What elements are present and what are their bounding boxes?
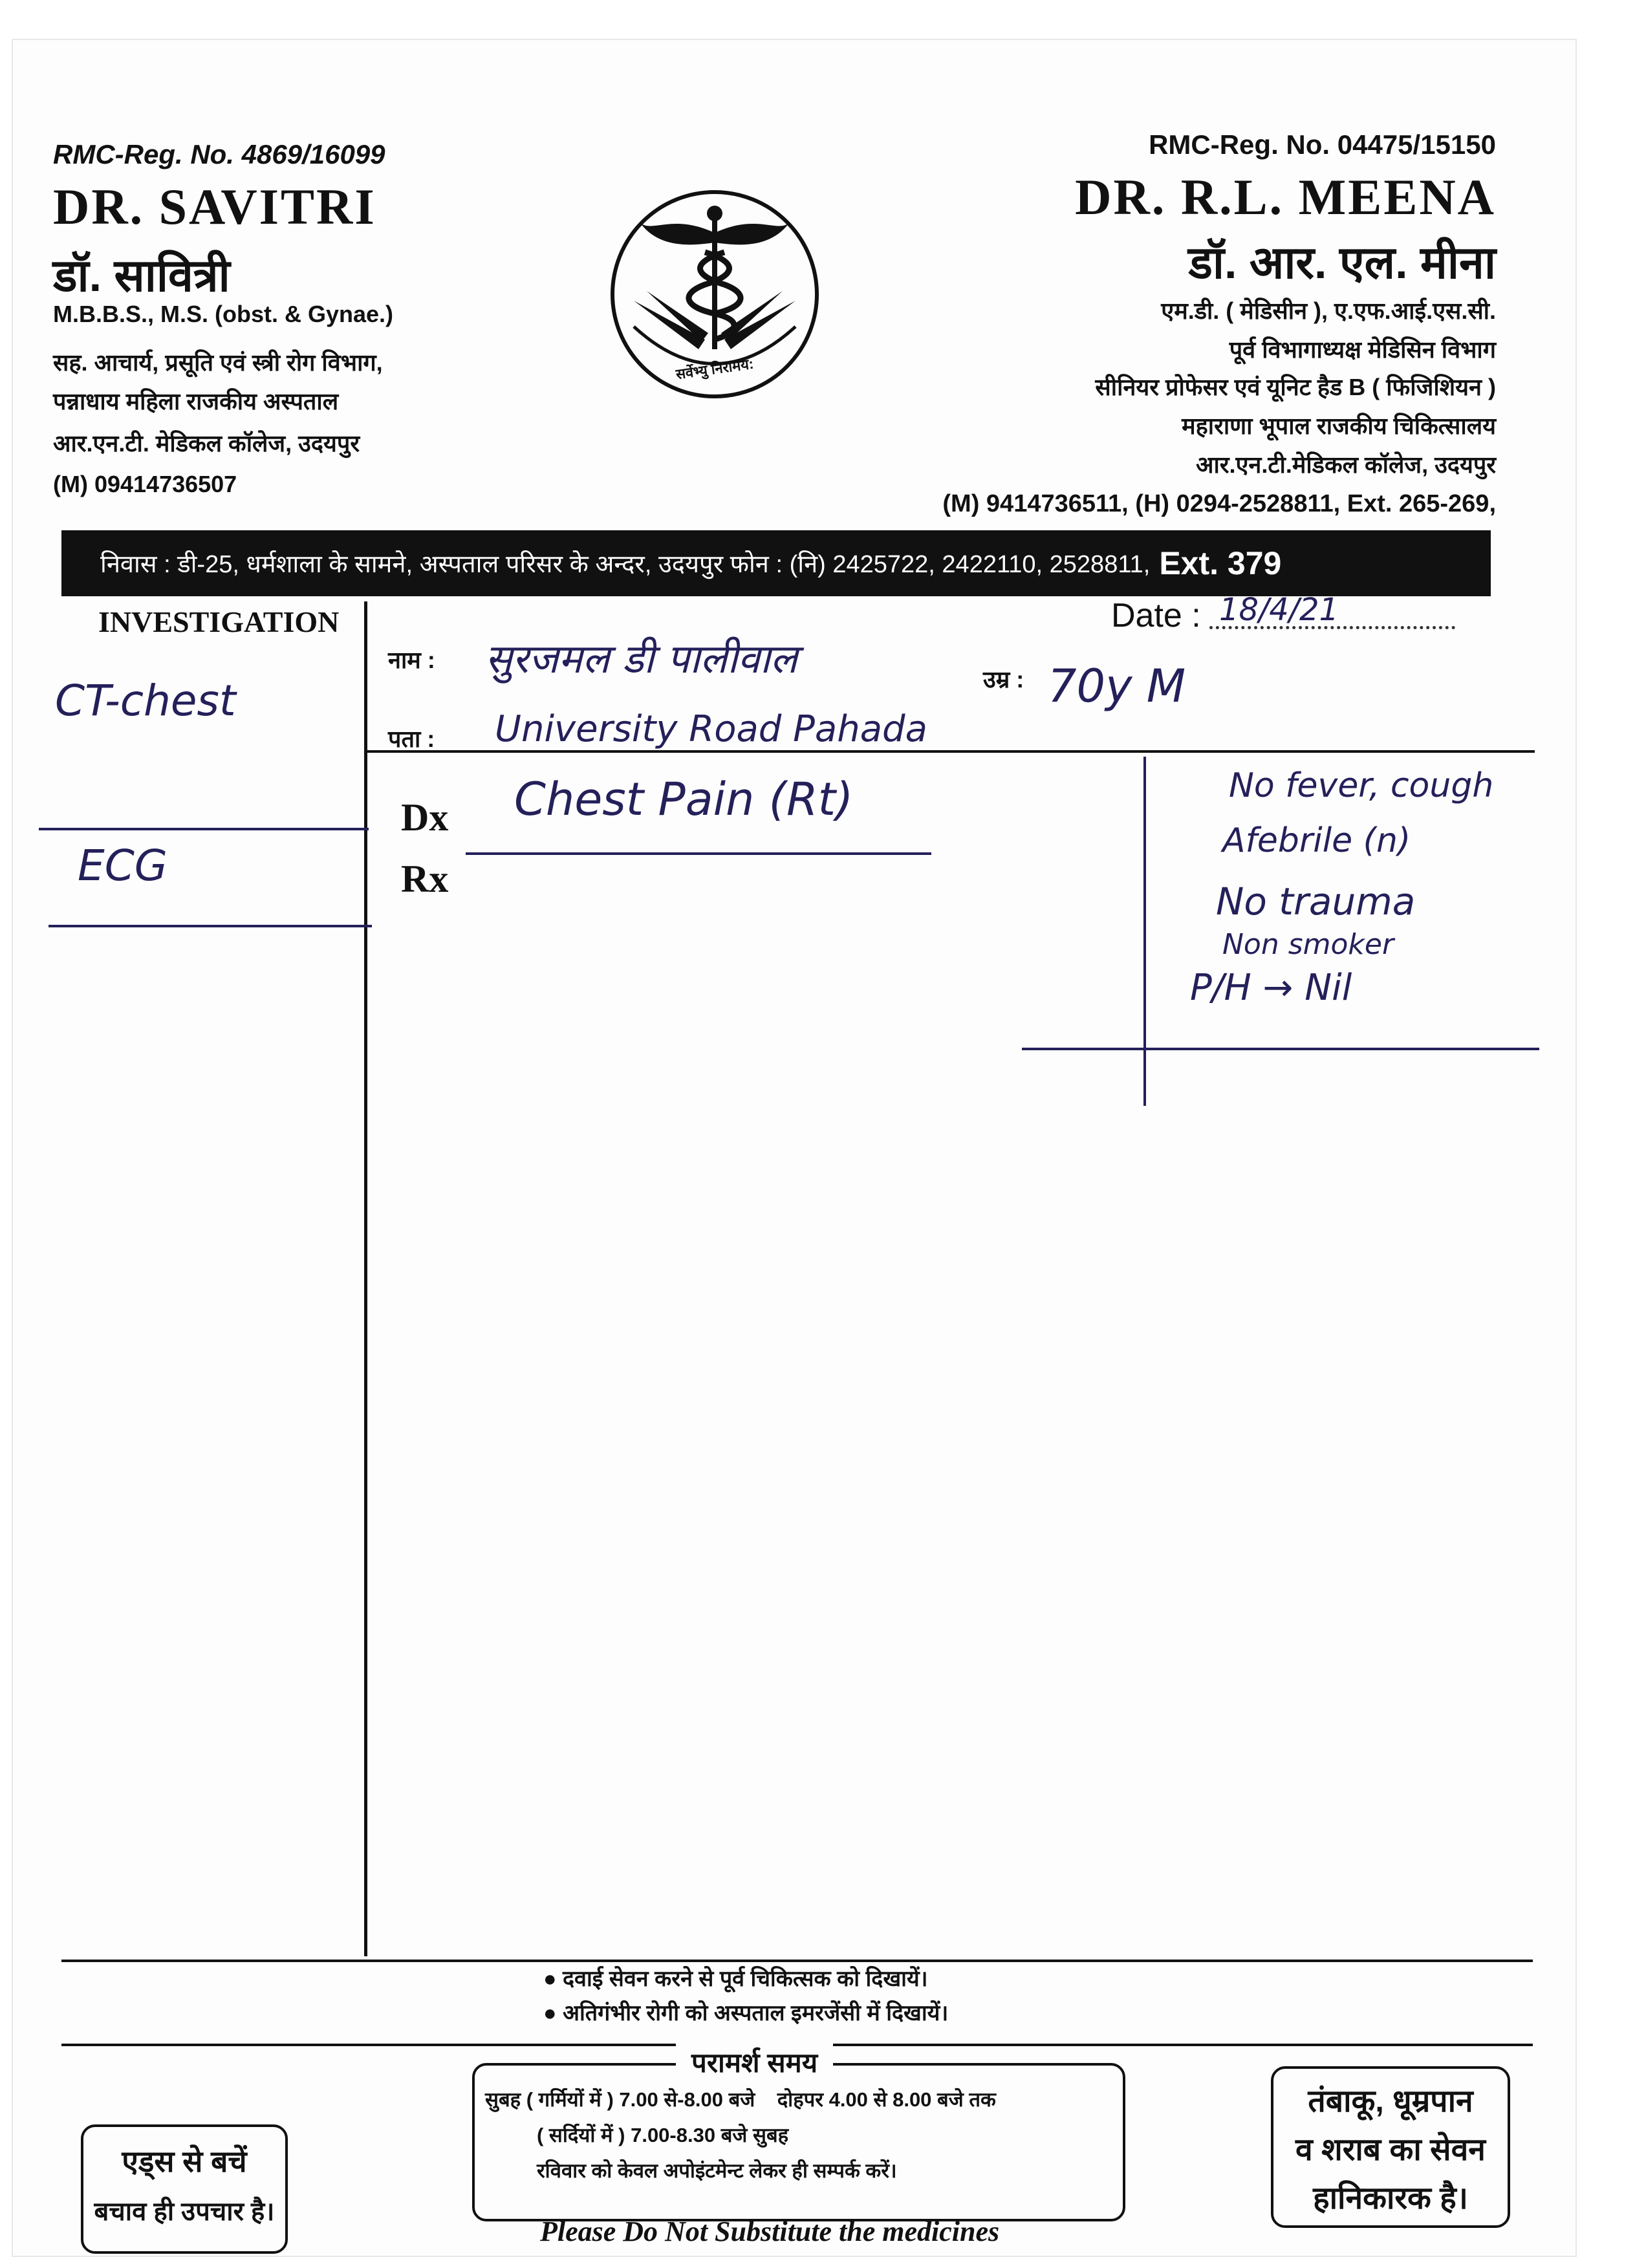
notice-1-text: दवाई सेवन करने से पूर्व चिकित्सक को दिखायें।: [562, 1967, 928, 1991]
residence-text: निवास : डी-25, धर्मशाला के सामने, अस्पताल परिसर के अन्दर, उदयपुर फोन : (नि) 2425722, 2422110, 2528811,: [100, 551, 1151, 578]
address-label: पता :: [388, 726, 435, 752]
age-label: उम्र :: [983, 666, 1024, 693]
date-line: [1209, 626, 1455, 629]
date-label: Date :: [1111, 597, 1201, 634]
consultation-line-2: ( सर्दियों में ) 7.00-8.30 बजे सुबह: [537, 2124, 789, 2146]
right-line-1: पूर्व विभागाध्यक्ष मेडिसिन विभाग: [1229, 336, 1496, 363]
consultation-line-1: सुबह ( गर्मियों में ) 7.00 से-8.00 बजे दोहपर 4.00 से 8.00 बजे तक: [485, 2088, 996, 2111]
right-reg-number: RMC-Reg. No. 04475/15150: [1149, 129, 1496, 160]
left-doctor-name: DR. SAVITRI: [53, 178, 376, 235]
right-qualification: एम.डी. ( मेडिसीन ), ए.एफ.आई.एस.सी.: [1161, 297, 1496, 324]
notice-2: ● अतिगंभीर रोगी को अस्पताल इमरजेंसी में दिखायें।: [543, 2001, 949, 2025]
tobacco-badge-line-2: व शराब का सेवन: [1295, 2133, 1486, 2167]
notes-underline: [1022, 1048, 1539, 1050]
history-note-3[interactable]: No trauma: [1216, 880, 1416, 923]
left-line-1: सह. आचार्य, प्रसूति एवं स्त्री रोग विभाग,: [53, 349, 383, 376]
left-qualification: M.B.B.S., M.S. (obst. & Gynae.): [53, 301, 394, 327]
consultation-line-3: रविवार को केवल अपोइंटमेन्ट लेकर ही सम्पर्क करें।: [537, 2159, 897, 2182]
name-label: नाम :: [388, 647, 435, 673]
date-value[interactable]: 18/4/21: [1219, 592, 1339, 628]
history-note-4[interactable]: Non smoker: [1222, 928, 1394, 961]
right-phones: (M) 9414736511, (H) 0294-2528811, Ext. 265-269,: [942, 490, 1496, 517]
investigation-heading: INVESTIGATION: [98, 605, 340, 638]
aids-badge-line-1: एड्स से बचें: [122, 2144, 247, 2178]
left-line-3: आर.एन.टी. मेडिकल कॉलेज, उदयपुर: [53, 430, 360, 457]
investigation-item-2[interactable]: ECG: [78, 841, 168, 891]
patient-name[interactable]: सुरजमल डी पालीवाल: [485, 635, 797, 682]
patient-info-divider: [364, 750, 1535, 753]
notice-1: ● दवाई सेवन करने से पूर्व चिकित्सक को दिखायें।: [543, 1967, 928, 1991]
body-bottom-divider: [61, 1960, 1533, 1962]
left-mobile: (M) 09414736507: [53, 471, 237, 497]
dx-label: Dx: [401, 796, 449, 839]
diagnosis-underline: [466, 852, 931, 855]
residence-bar: [61, 530, 1491, 596]
left-doctor-name-hindi: डॉ. सावित्री: [53, 250, 230, 301]
consultation-title: परामर्श समय: [676, 2044, 833, 2080]
caduceus-logo: [608, 188, 821, 401]
investigation-divider: [364, 601, 367, 1956]
footer-note: Please Do Not Substitute the medicines: [540, 2216, 1000, 2247]
right-line-4: आर.एन.टी.मेडिकल कॉलेज, उदयपुर: [1195, 451, 1496, 478]
investigation-item-1[interactable]: CT-chest: [55, 676, 236, 726]
notice-2-text: अतिगंभीर रोगी को अस्पताल इमरजेंसी में दिखायें।: [562, 2001, 949, 2025]
notes-divider: [1143, 757, 1146, 1106]
aids-badge-line-2: बचाव ही उपचार है।: [94, 2198, 275, 2226]
patient-age[interactable]: 70y M: [1048, 660, 1186, 713]
investigation-rule-2: [49, 925, 372, 927]
tobacco-badge-line-3: हानिकारक है।: [1313, 2181, 1468, 2216]
logo-motto: सर्वेभ्यु निरामय:: [675, 355, 755, 383]
right-doctor-name: DR. R.L. MEENA: [1075, 169, 1496, 225]
right-line-3: महाराणा भूपाल राजकीय चिकित्सालय: [1182, 413, 1496, 439]
history-note-2[interactable]: Afebrile (n): [1222, 821, 1411, 860]
left-reg-number: RMC-Reg. No. 4869/16099: [53, 139, 385, 169]
investigation-rule-1: [39, 828, 369, 830]
diagnosis[interactable]: Chest Pain (Rt): [514, 773, 854, 826]
rx-label: Rx: [401, 858, 449, 900]
left-line-2: पन्नाधाय महिला राजकीय अस्पताल: [53, 388, 339, 415]
patient-address[interactable]: University Road Pahada: [495, 708, 927, 750]
history-note-1[interactable]: No fever, cough: [1229, 766, 1494, 805]
residence-extension: Ext. 379: [1159, 545, 1282, 581]
tobacco-badge-line-1: तंबाकू, धूम्रपान: [1308, 2084, 1473, 2119]
right-line-2: सीनियर प्रोफेसर एवं यूनिट हैड B ( फिजिशियन ): [1095, 374, 1496, 400]
history-note-5[interactable]: P/H → Nil: [1190, 967, 1352, 1009]
right-doctor-name-hindi: डॉ. आर. एल. मीना: [1188, 237, 1496, 288]
